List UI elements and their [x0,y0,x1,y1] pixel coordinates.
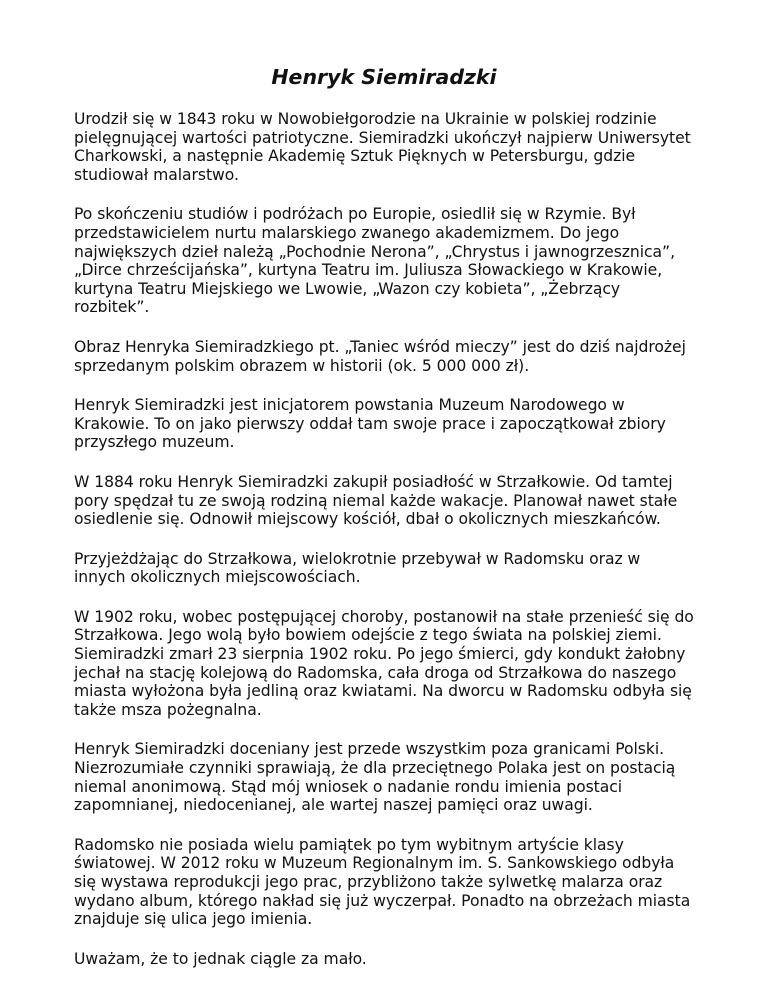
document-title: Henryk Siemiradzki [271,65,497,89]
paragraph-radomsko-memorials: Radomsko nie posiada wielu pamiątek po tym wybitnym artyście klasy światowej. W 2012 roku w Muzeum Regionalnym im. S. Sankowskiego odbyła się wystawa reprodukcji jego prac, przybliżono także sylwetkę malarza oraz wydano album, którego nakład się już wyczerpał. Ponadto na obrzeżach miasta znajduje się ulica jego imienia. [74,835,691,929]
paragraph-death-funeral: W 1902 roku, wobec postępującej choroby, postanowił na stałe przenieść się do Strzałkowa. Jego wolą było bowiem odejście z tego świata na polskiej ziemi. Siemiradzki zmarł 23 sierpnia 1902 roku. Po jego śmierci, gdy kondukt żałobny jechał na stację kolejową do Radomska, cała droga od Strzałkowa do naszego miasta wyłożona była jedliną oraz kwiatami. Na dworcu w Radomsku odbyła się także msza pożegnalna. [74,607,694,719]
paragraph-conclusion: Uważam, że to jednak ciągle za mało. [74,949,367,968]
paragraph-strzalkow-estate: W 1884 roku Henryk Siemiradzki zakupił posiadłość w Strzałkowie. Od tamtej pory spędzał tu ze swoją rodziną niemal każde wakacje. Planował nawet stałe osiedlenie się. Odnowił miejscowy kościół, dbał o okolicznych mieszkańców. [74,472,678,529]
paragraph-national-museum: Henryk Siemiradzki jest inicjatorem powstania Muzeum Narodowego w Krakowie. To on jako pierwszy oddał tam swoje prace i zapoczątkował zbiory przyszłego muzeum. [74,396,666,452]
paragraph-birth-education: Urodził się w 1843 roku w Nowobiełgorodzie na Ukrainie w polskiej rodzinie pielęgnującej wartości patriotyczne. Siemiradzki ukończył najpierw Uniwersytet Charkowski, a następnie Akademię Sztuk Pięknych w Petersburgu, gdzie studiował malarstwo. [74,110,691,184]
paragraph-rome-works: Po skończeniu studiów i podróżach po Europie, osiedlił się w Rzymie. Był przedstawicielem nurtu malarskiego zwanego akademizmem. Do jego największych dzieł należą „Pochodnie Nerona”, „Chrystus i jawnogrzesznica”, „Dirce chrześcijańska”, kurtyna Teatru im. Juliusza Słowackiego w Krakowie, kurtyna Teatru Miejskiego we Lwowie, „Wazon czy kobieta”, „Żebrzący rozbitek”. [74,205,675,317]
paragraph-radomsko-visits: Przyjeżdżając do Strzałkowa, wielokrotnie przebywał w Radomsku oraz w innych okolicznych miejscowościach. [74,549,641,587]
paragraph-roundabout-proposal: Henryk Siemiradzki doceniany jest przede wszystkim poza granicami Polski. Niezrozumiałe czynniki sprawiają, że dla przeciętnego Polaka jest on postacią niemal anonimową. Stąd mój wniosek o nadanie rondu imienia postaci zapomnianej, niedocenianej, ale wartej naszej pamięci oraz uwagi. [74,740,676,815]
paragraph-painting-record: Obraz Henryka Siemiradzkiego pt. „Taniec wśród mieczy” jest do dziś najdrożej sprzedanym polskim obrazem w historii (ok. 5 000 000 zł). [74,337,686,375]
